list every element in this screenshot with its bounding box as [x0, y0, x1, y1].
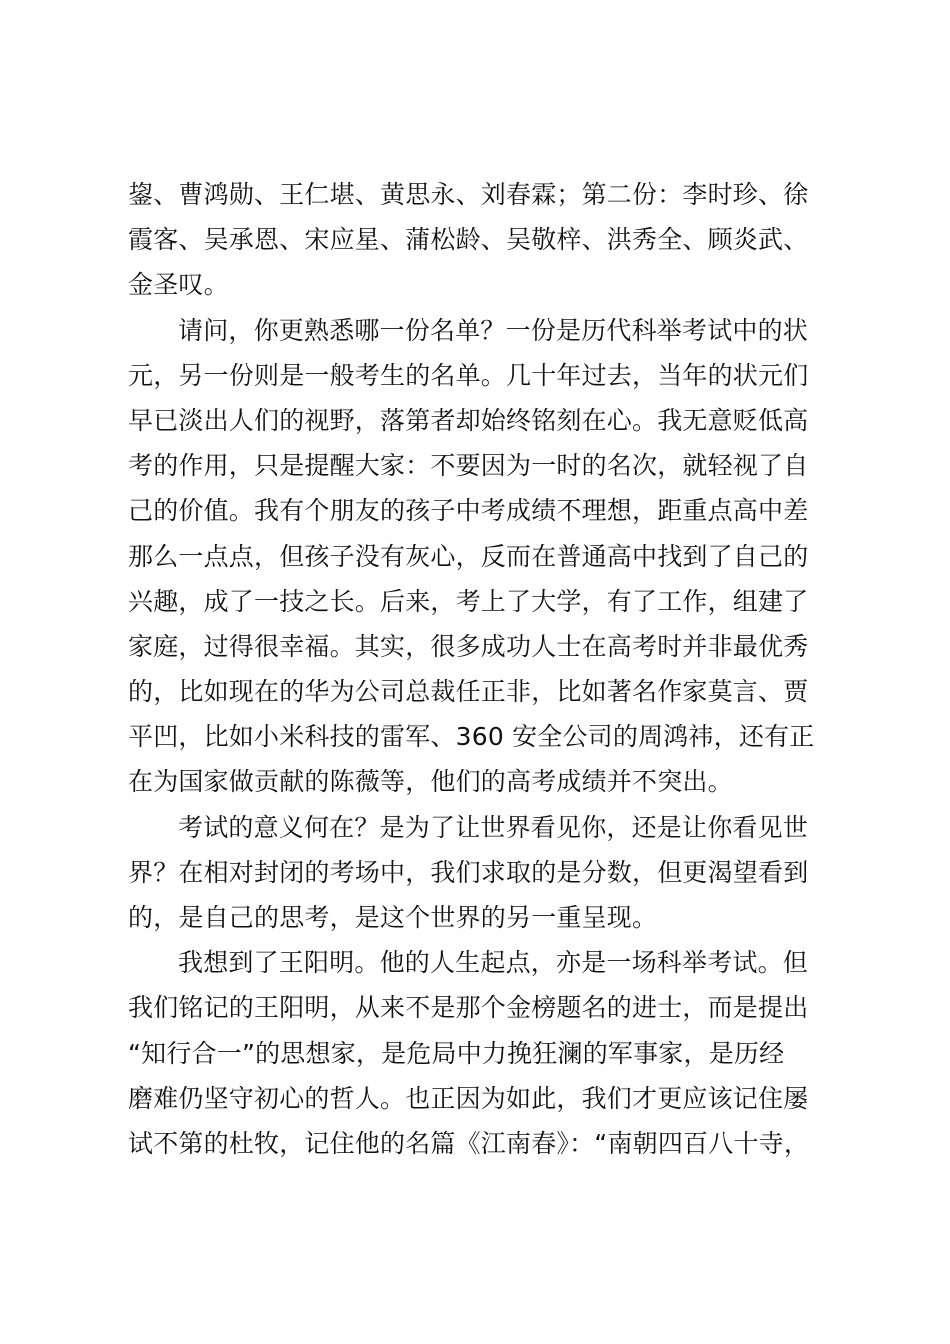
text-line: 鋆、曹鸿勋、王仁堪、黄思永、刘春霖；第二份：李时珍、徐 — [128, 180, 809, 209]
text-line: 的，是自己的思考，是这个世界的另一重呈现。 — [128, 903, 658, 932]
text-line: 考的作用，只是提醒大家：不要因为一时的名次，就轻视了自 — [128, 451, 809, 481]
text-line: 在为国家做贡献的陈薇等，他们的高考成绩并不突出。 — [128, 767, 733, 797]
text-line: 那么一点点，但孩子没有灰心，反而在普通高中找到了自己的 — [128, 541, 809, 571]
text-line: 平凹，比如小米科技的雷军、360 安全公司的周鸿祎，还有正 — [128, 722, 815, 752]
text-line: 霞客、吴承恩、宋应星、蒲松龄、吴敬梓、洪秀全、顾炎武、 — [128, 225, 809, 255]
text-line: 己的价值。我有个朋友的孩子中考成绩不理想，距重点高中差 — [128, 496, 809, 526]
text-line: 早已淡出人们的视野，落第者却始终铭刻在心。我无意贬低高 — [128, 405, 809, 435]
paragraph-first-line: 考试的意义何在？是为了让世界看见你，还是让你看见世 — [178, 812, 809, 842]
text-line: 我们铭记的王阳明，从来不是那个金榜题名的进士，而是提出 — [128, 993, 809, 1023]
text-line: “知行合一”的思想家，是危局中力挽狂澜的军事家，是历经 — [128, 1038, 785, 1068]
paragraph-first-line: 请问，你更熟悉哪一份名单？一份是历代科举考试中的状 — [178, 315, 809, 345]
text-line: 元，另一份则是一般考生的名单。几十年过去，当年的状元们 — [128, 360, 809, 390]
text-line: 界？在相对封闭的考场中，我们求取的是分数，但更渴望看到 — [128, 857, 809, 887]
text-line: 磨难仍坚守初心的哲人。也正因为如此，我们才更应该记住屡 — [128, 1083, 809, 1113]
body-text — [128, 172, 832, 1166]
text-line: 兴趣，成了一技之长。后来，考上了大学，有了工作，组建了 — [128, 586, 809, 616]
text-line: 家庭，过得很幸福。其实，很多成功人士在高考时并非最优秀 — [128, 631, 809, 661]
text-line: 金圣叹。 — [128, 270, 229, 300]
text-line: 试不第的杜牧，记住他的名篇《江南春》：“南朝四百八十寺， — [128, 1128, 810, 1158]
paragraph-first-line: 我想到了王阳明。他的人生起点，亦是一场科举考试。但 — [178, 948, 809, 978]
text-line: 的，比如现在的华为公司总裁任正非，比如著名作家莫言、贾 — [128, 677, 809, 707]
